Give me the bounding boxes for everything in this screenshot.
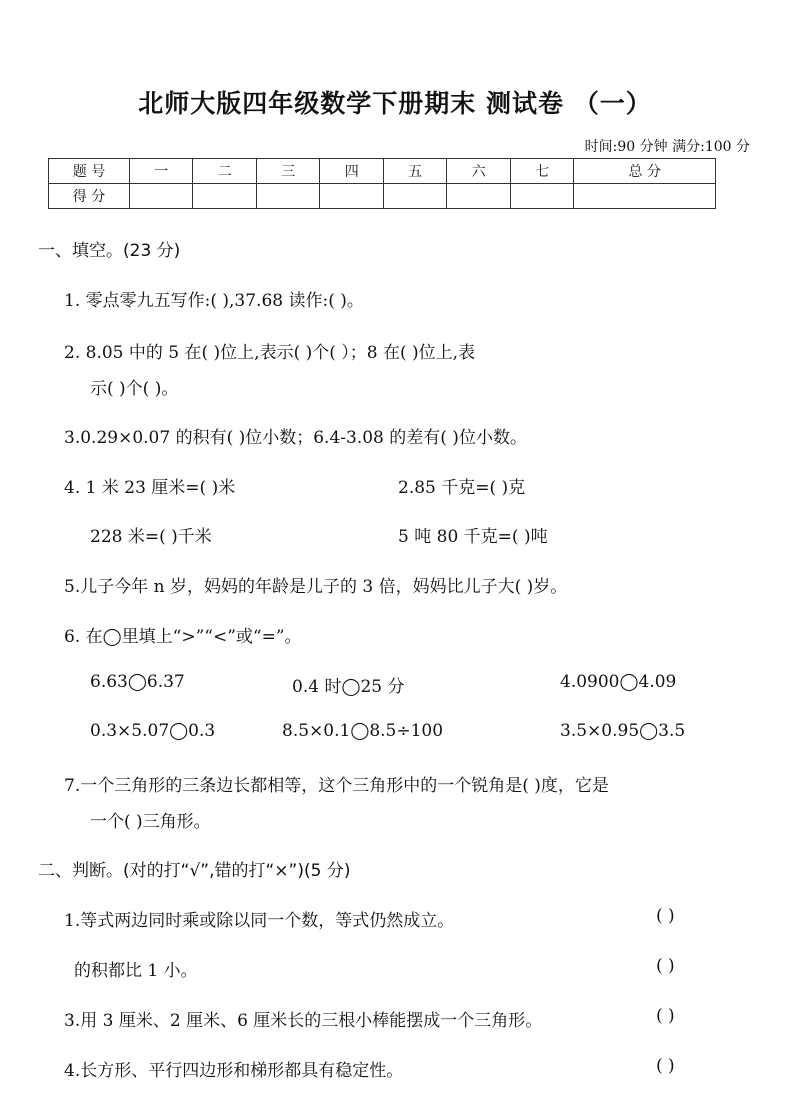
score-table-header-cell: 总 分 — [574, 159, 716, 184]
compare-item: 3.5×0.95◯3.5 — [560, 721, 686, 741]
score-table-header-cell: 五 — [383, 159, 446, 184]
score-cell[interactable] — [574, 184, 716, 209]
judge-item-2: 的积都比 1 小。 — [74, 961, 198, 981]
question-4-a: 4. 1 米 23 厘米=( )米 — [64, 478, 236, 498]
score-cell[interactable] — [193, 184, 256, 209]
score-table-header-cell: 一 — [130, 159, 193, 184]
score-table-header-cell: 六 — [447, 159, 510, 184]
compare-item: 0.3×5.07◯0.3 — [90, 721, 216, 741]
score-cell[interactable] — [447, 184, 510, 209]
question-7-line-2: 一个( )三角形。 — [90, 812, 211, 832]
score-table-score-row — [49, 184, 716, 209]
question-7-line-1: 7.一个三角形的三条边长都相等，这个三角形中的一个锐角是( )度，它是 — [64, 776, 609, 796]
judge-item-4: 4.长方形、平行四边形和梯形都具有稳定性。 — [64, 1061, 404, 1081]
compare-item: 8.5×0.1◯8.5÷100 — [282, 721, 444, 741]
score-cell[interactable] — [256, 184, 319, 209]
answer-paren[interactable]: ( ) — [656, 1056, 675, 1076]
question-4-b: 2.85 千克=( )克 — [398, 478, 526, 498]
section-1-heading: 一、填空。(23 分) — [38, 241, 181, 261]
score-cell[interactable] — [130, 184, 193, 209]
score-cell[interactable] — [383, 184, 446, 209]
question-3: 3.0.29×0.07 的积有( )位小数；6.4-3.08 的差有( )位小数。 — [64, 428, 527, 448]
score-table-header-cell: 七 — [510, 159, 573, 184]
question-1: 1. 零点零九五写作:( ),37.68 读作:( )。 — [64, 291, 364, 311]
page-title: 北师大版四年级数学下册期末 测试卷 （一） — [138, 89, 652, 118]
score-cell[interactable] — [320, 184, 383, 209]
score-table — [48, 158, 716, 209]
score-table-row-label: 得 分 — [49, 184, 130, 209]
question-4-d: 5 吨 80 千克=( )吨 — [398, 527, 548, 547]
answer-paren[interactable]: ( ) — [656, 1006, 675, 1026]
question-2-line-2: 示( )个( )。 — [90, 379, 179, 399]
question-2-line-1: 2. 8.05 中的 5 在( )位上,表示( )个( ）；8 在( )位上,表 — [64, 343, 476, 363]
section-2-heading: 二、判断。(对的打“√”,错的打“×”)(5 分) — [38, 861, 351, 881]
compare-item: 6.63◯6.37 — [90, 672, 185, 692]
answer-paren[interactable]: ( ) — [656, 906, 675, 926]
judge-item-1: 1.等式两边同时乘或除以同一个数，等式仍然成立。 — [64, 911, 455, 931]
question-4-c: 228 米=( )千米 — [90, 527, 212, 547]
score-table-header-cell: 二 — [193, 159, 256, 184]
score-table-header-row — [49, 159, 716, 184]
score-table-header-cell: 题 号 — [49, 159, 130, 184]
question-6: 6. 在◯里填上“>”“<”或“=”。 — [64, 627, 302, 647]
judge-item-3: 3.用 3 厘米、2 厘米、6 厘米长的三根小棒能摆成一个三角形。 — [64, 1011, 543, 1031]
compare-item: 4.0900◯4.09 — [560, 672, 677, 692]
answer-paren[interactable]: ( ) — [656, 956, 675, 976]
score-cell[interactable] — [510, 184, 573, 209]
question-5: 5.儿子今年 n 岁，妈妈的年龄是儿子的 3 倍，妈妈比儿子大( )岁。 — [64, 577, 568, 597]
exam-meta: 时间:90 分钟 满分:100 分 — [584, 139, 750, 155]
score-table-header-cell: 三 — [256, 159, 319, 184]
compare-item: 0.4 时◯25 分 — [292, 677, 405, 697]
score-table-header-cell: 四 — [320, 159, 383, 184]
